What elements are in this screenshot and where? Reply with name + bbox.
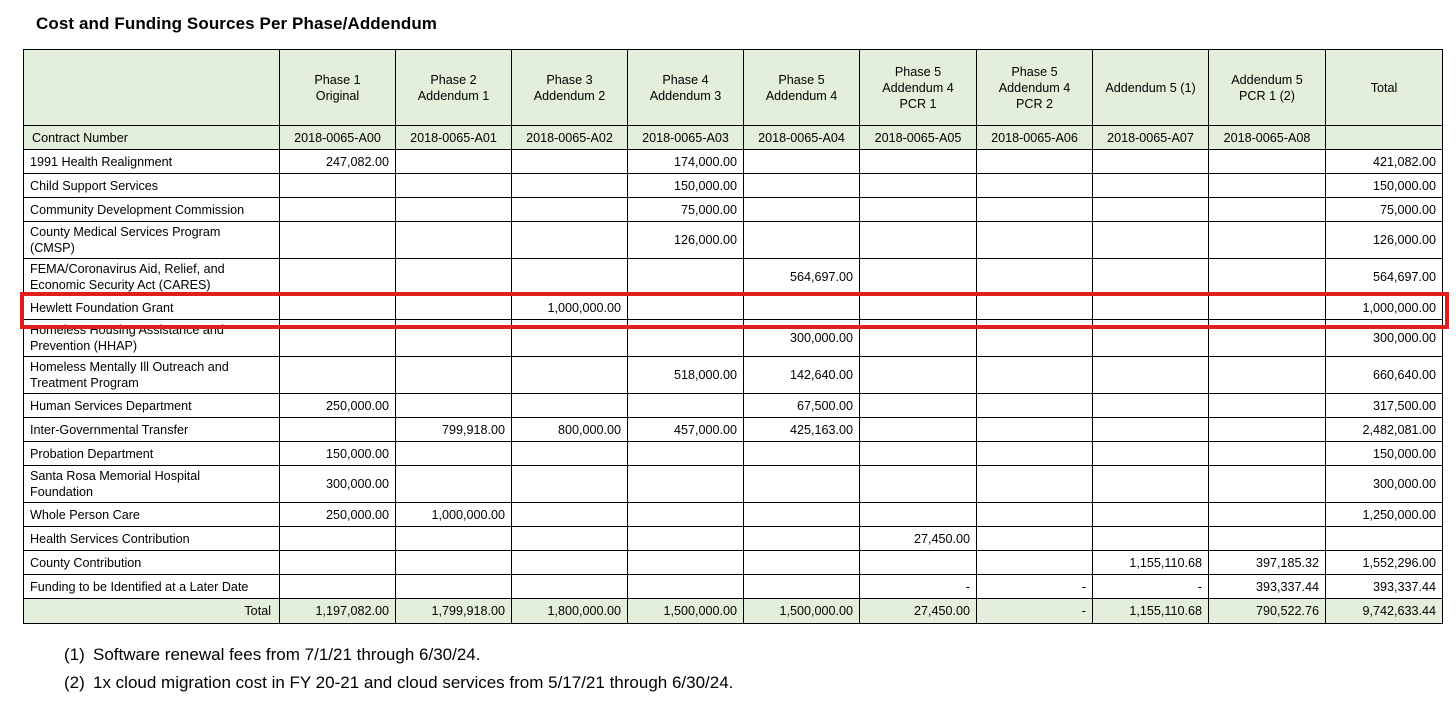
value-cell: - [860,575,977,599]
column-header [1093,50,1209,126]
value-cell [860,357,977,394]
total-cell: 1,800,000.00 [512,599,628,624]
value-cell: 126,000.00 [1326,222,1443,259]
value-cell [744,296,860,320]
value-cell [1093,357,1209,394]
row-label-line: Probation Department [30,446,154,461]
footnote-text: Software renewal fees from 7/1/21 through 6/30/24. [93,645,481,664]
column-header-line: Addendum 3 [649,88,722,103]
value-cell [977,551,1093,575]
value-cell [744,551,860,575]
value-cell [396,222,512,259]
value-cell [1093,394,1209,418]
value-cell [1093,174,1209,198]
table-row [24,259,1443,296]
value-cell [396,575,512,599]
total-cell: 790,522.76 [1209,599,1326,624]
row-label [24,296,280,320]
value-cell [1093,198,1209,222]
row-label-line: Hewlett Foundation Grant [30,300,174,315]
row-label [24,259,280,296]
table-row [24,320,1443,357]
value-cell: 1,552,296.00 [1326,551,1443,575]
contract-number-cell: 2018-0065-A08 [1209,126,1326,150]
row-label-line: Child Support Services [30,178,159,193]
column-header [512,50,628,126]
value-cell [1209,150,1326,174]
total-cell: 1,500,000.00 [744,599,860,624]
header-blank-cell [24,50,280,126]
row-label [24,418,280,442]
value-cell: 397,185.32 [1209,551,1326,575]
contract-number-cell: 2018-0065-A05 [860,126,977,150]
value-cell [977,222,1093,259]
column-header-line: PCR 1 (2) [1239,88,1295,103]
value-cell [1093,222,1209,259]
value-cell: 150,000.00 [280,442,396,466]
value-cell [628,575,744,599]
value-cell: 800,000.00 [512,418,628,442]
value-cell [744,222,860,259]
value-cell [1209,259,1326,296]
value-cell: 1,155,110.68 [1093,551,1209,575]
table-row [24,466,1443,503]
value-cell [744,442,860,466]
value-cell: 150,000.00 [1326,174,1443,198]
value-cell [1209,198,1326,222]
value-cell [280,198,396,222]
value-cell [744,198,860,222]
value-cell: 250,000.00 [280,503,396,527]
value-cell [1209,527,1326,551]
value-cell [396,527,512,551]
value-cell [628,296,744,320]
value-cell [860,466,977,503]
value-cell [628,551,744,575]
value-cell: 425,163.00 [744,418,860,442]
value-cell [512,320,628,357]
table-row-highlighted [24,296,1443,320]
footnote [64,641,733,669]
row-label-line: Human Services Department [30,398,192,413]
value-cell: 564,697.00 [1326,259,1443,296]
value-cell [628,442,744,466]
value-cell [860,174,977,198]
contract-number-label: Contract Number [24,126,280,150]
value-cell: 660,640.00 [1326,357,1443,394]
table-row [24,575,1443,599]
value-cell [396,551,512,575]
value-cell [1209,466,1326,503]
value-cell [860,198,977,222]
value-cell [860,394,977,418]
value-cell [396,150,512,174]
row-label-line: Treatment Program [30,376,139,390]
row-label-line: (CMSP) [30,241,75,255]
total-row [24,599,1443,624]
row-label-line: County Contribution [30,555,142,570]
value-cell: 1,250,000.00 [1326,503,1443,527]
value-cell [512,466,628,503]
value-cell [744,575,860,599]
value-cell: 150,000.00 [628,174,744,198]
value-cell [977,527,1093,551]
table-row [24,418,1443,442]
value-cell: 1,000,000.00 [512,296,628,320]
column-header-line: PCR 2 [1015,96,1054,111]
value-cell [1093,418,1209,442]
column-header [396,50,512,126]
contract-number-cell: 2018-0065-A07 [1093,126,1209,150]
value-cell [977,394,1093,418]
value-cell [396,198,512,222]
value-cell: 300,000.00 [744,320,860,357]
funding-table [23,49,1443,624]
column-header [977,50,1093,126]
value-cell [744,150,860,174]
value-cell [512,198,628,222]
row-label [24,174,280,198]
page-title: Cost and Funding Sources Per Phase/Addendum [36,14,438,33]
contract-number-cell: 2018-0065-A06 [977,126,1093,150]
value-cell [860,222,977,259]
footnote [64,669,733,697]
value-cell [280,551,396,575]
column-header [1326,50,1443,126]
value-cell: 75,000.00 [1326,198,1443,222]
value-cell [512,150,628,174]
contract-number-row [24,126,1443,150]
value-cell [280,575,396,599]
row-label [24,394,280,418]
value-cell [1326,527,1443,551]
column-header-line: Addendum 4 [765,88,838,103]
value-cell [628,320,744,357]
row-label [24,442,280,466]
column-header [1209,50,1326,126]
value-cell [860,320,977,357]
value-cell [396,466,512,503]
value-cell [396,357,512,394]
column-header-line: Addendum 1 [417,88,490,103]
value-cell [512,259,628,296]
column-header-line: Total [1370,80,1398,95]
column-header-line: Phase 4 [662,72,709,87]
table-row [24,394,1443,418]
column-header-line: Phase 3 [546,72,593,87]
row-label-line: Homeless Housing Assistance and [30,323,224,337]
value-cell [628,503,744,527]
value-cell [1093,466,1209,503]
value-cell: 174,000.00 [628,150,744,174]
value-cell [977,357,1093,394]
value-cell [744,503,860,527]
value-cell [977,418,1093,442]
column-header [860,50,977,126]
value-cell [744,466,860,503]
value-cell [860,259,977,296]
table-row [24,503,1443,527]
value-cell: 457,000.00 [628,418,744,442]
value-cell [977,198,1093,222]
row-label [24,503,280,527]
value-cell [280,174,396,198]
value-cell [280,320,396,357]
total-cell: 9,742,633.44 [1326,599,1443,624]
row-label [24,466,280,503]
value-cell [396,296,512,320]
value-cell: 564,697.00 [744,259,860,296]
total-cell: 1,197,082.00 [280,599,396,624]
row-label-line: Economic Security Act (CARES) [30,278,211,292]
total-cell: 1,155,110.68 [1093,599,1209,624]
total-label: Total [24,599,280,624]
table-row [24,442,1443,466]
column-header [744,50,860,126]
footnote-mark: (1) [64,645,85,664]
value-cell [860,442,977,466]
value-cell [512,551,628,575]
contract-number-cell: 2018-0065-A00 [280,126,396,150]
row-label [24,357,280,394]
column-header-line: Phase 5 [778,72,825,87]
value-cell: 27,450.00 [860,527,977,551]
value-cell: - [1093,575,1209,599]
value-cell [512,442,628,466]
value-cell [512,575,628,599]
value-cell: 393,337.44 [1326,575,1443,599]
value-cell [1093,320,1209,357]
contract-number-cell: 2018-0065-A02 [512,126,628,150]
value-cell [1209,320,1326,357]
column-header-line: Addendum 5 (1) [1105,80,1196,95]
column-header-line: Addendum 4 [998,80,1071,95]
value-cell: 300,000.00 [280,466,396,503]
row-label-line: 1991 Health Realignment [30,154,173,169]
row-label [24,320,280,357]
row-label [24,527,280,551]
total-cell: 27,450.00 [860,599,977,624]
value-cell [512,394,628,418]
column-header-line: Addendum 2 [533,88,606,103]
column-header-line: Phase 5 [894,64,942,79]
row-label-line: Health Services Contribution [30,531,190,546]
row-label [24,551,280,575]
value-cell [1093,259,1209,296]
row-label [24,222,280,259]
value-cell [977,466,1093,503]
value-cell [1093,442,1209,466]
value-cell [512,357,628,394]
value-cell [1209,394,1326,418]
value-cell [280,527,396,551]
value-cell [396,442,512,466]
value-cell [744,527,860,551]
value-cell [1209,503,1326,527]
row-label [24,198,280,222]
row-label-line: County Medical Services Program [30,225,221,239]
value-cell [1209,418,1326,442]
value-cell [628,527,744,551]
value-cell [280,357,396,394]
column-header-line: Phase 1 [314,72,361,87]
value-cell: 142,640.00 [744,357,860,394]
contract-number-cell: 2018-0065-A01 [396,126,512,150]
value-cell [628,466,744,503]
value-cell: 421,082.00 [1326,150,1443,174]
value-cell [860,296,977,320]
value-cell [1093,527,1209,551]
column-header-line: Addendum 5 [1231,72,1303,87]
row-label-line: Homeless Mentally Ill Outreach and [30,360,229,374]
row-label-line: FEMA/Coronavirus Aid, Relief, and [30,262,225,276]
value-cell [977,503,1093,527]
column-header-line: PCR 1 [899,96,937,111]
value-cell [977,174,1093,198]
column-header-line: Phase 2 [430,72,477,87]
contract-number-cell [1326,126,1443,150]
total-cell: 1,500,000.00 [628,599,744,624]
row-label [24,575,280,599]
value-cell [977,296,1093,320]
value-cell: - [977,575,1093,599]
value-cell [977,320,1093,357]
value-cell [396,394,512,418]
value-cell [512,174,628,198]
total-cell: 1,799,918.00 [396,599,512,624]
row-label-line: Santa Rosa Memorial Hospital [30,469,201,483]
value-cell [396,259,512,296]
column-header-line: Original [315,88,360,103]
table-row [24,527,1443,551]
value-cell [280,418,396,442]
value-cell: 518,000.00 [628,357,744,394]
value-cell [280,259,396,296]
row-label-line: Funding to be Identified at a Later Date [30,579,249,594]
row-label [24,150,280,174]
table-row [24,150,1443,174]
value-cell: 75,000.00 [628,198,744,222]
table-row [24,198,1443,222]
value-cell: 799,918.00 [396,418,512,442]
value-cell: 126,000.00 [628,222,744,259]
value-cell [512,222,628,259]
table-row [24,551,1443,575]
table-row [24,222,1443,259]
value-cell [1093,150,1209,174]
row-label-line: Whole Person Care [30,507,140,522]
row-label-line: Foundation [30,485,94,499]
column-header-line: Addendum 4 [882,80,954,95]
value-cell [396,320,512,357]
value-cell [977,150,1093,174]
value-cell [860,418,977,442]
row-label-line: Prevention (HHAP) [30,339,138,353]
value-cell [744,174,860,198]
value-cell: 1,000,000.00 [1326,296,1443,320]
value-cell [1209,174,1326,198]
header-row [24,50,1443,126]
value-cell [280,222,396,259]
row-label-line: Community Development Commission [30,202,245,217]
value-cell [628,259,744,296]
footnote-mark: (2) [64,673,85,692]
value-cell: 250,000.00 [280,394,396,418]
value-cell: 247,082.00 [280,150,396,174]
value-cell [860,551,977,575]
value-cell [1093,296,1209,320]
value-cell [512,527,628,551]
total-cell: - [977,599,1093,624]
row-label-line: Inter-Governmental Transfer [30,422,189,437]
column-header-line: Phase 5 [1011,64,1058,79]
contract-number-cell: 2018-0065-A04 [744,126,860,150]
value-cell [977,442,1093,466]
value-cell [860,503,977,527]
value-cell [1093,503,1209,527]
column-header [280,50,396,126]
value-cell: 67,500.00 [744,394,860,418]
contract-number-cell: 2018-0065-A03 [628,126,744,150]
value-cell [1209,296,1326,320]
column-header [628,50,744,126]
value-cell: 150,000.00 [1326,442,1443,466]
value-cell [977,259,1093,296]
value-cell [280,296,396,320]
value-cell: 393,337.44 [1209,575,1326,599]
value-cell [396,174,512,198]
value-cell: 300,000.00 [1326,466,1443,503]
value-cell [512,503,628,527]
value-cell: 2,482,081.00 [1326,418,1443,442]
table-row [24,357,1443,394]
value-cell: 1,000,000.00 [396,503,512,527]
footnote-text: 1x cloud migration cost in FY 20-21 and cloud services from 5/17/21 through 6/30/24. [93,673,734,692]
table-row [24,174,1443,198]
value-cell [628,394,744,418]
value-cell [860,150,977,174]
value-cell: 317,500.00 [1326,394,1443,418]
value-cell [1209,222,1326,259]
value-cell: 300,000.00 [1326,320,1443,357]
footnotes [64,641,733,697]
value-cell [1209,357,1326,394]
value-cell [1209,442,1326,466]
